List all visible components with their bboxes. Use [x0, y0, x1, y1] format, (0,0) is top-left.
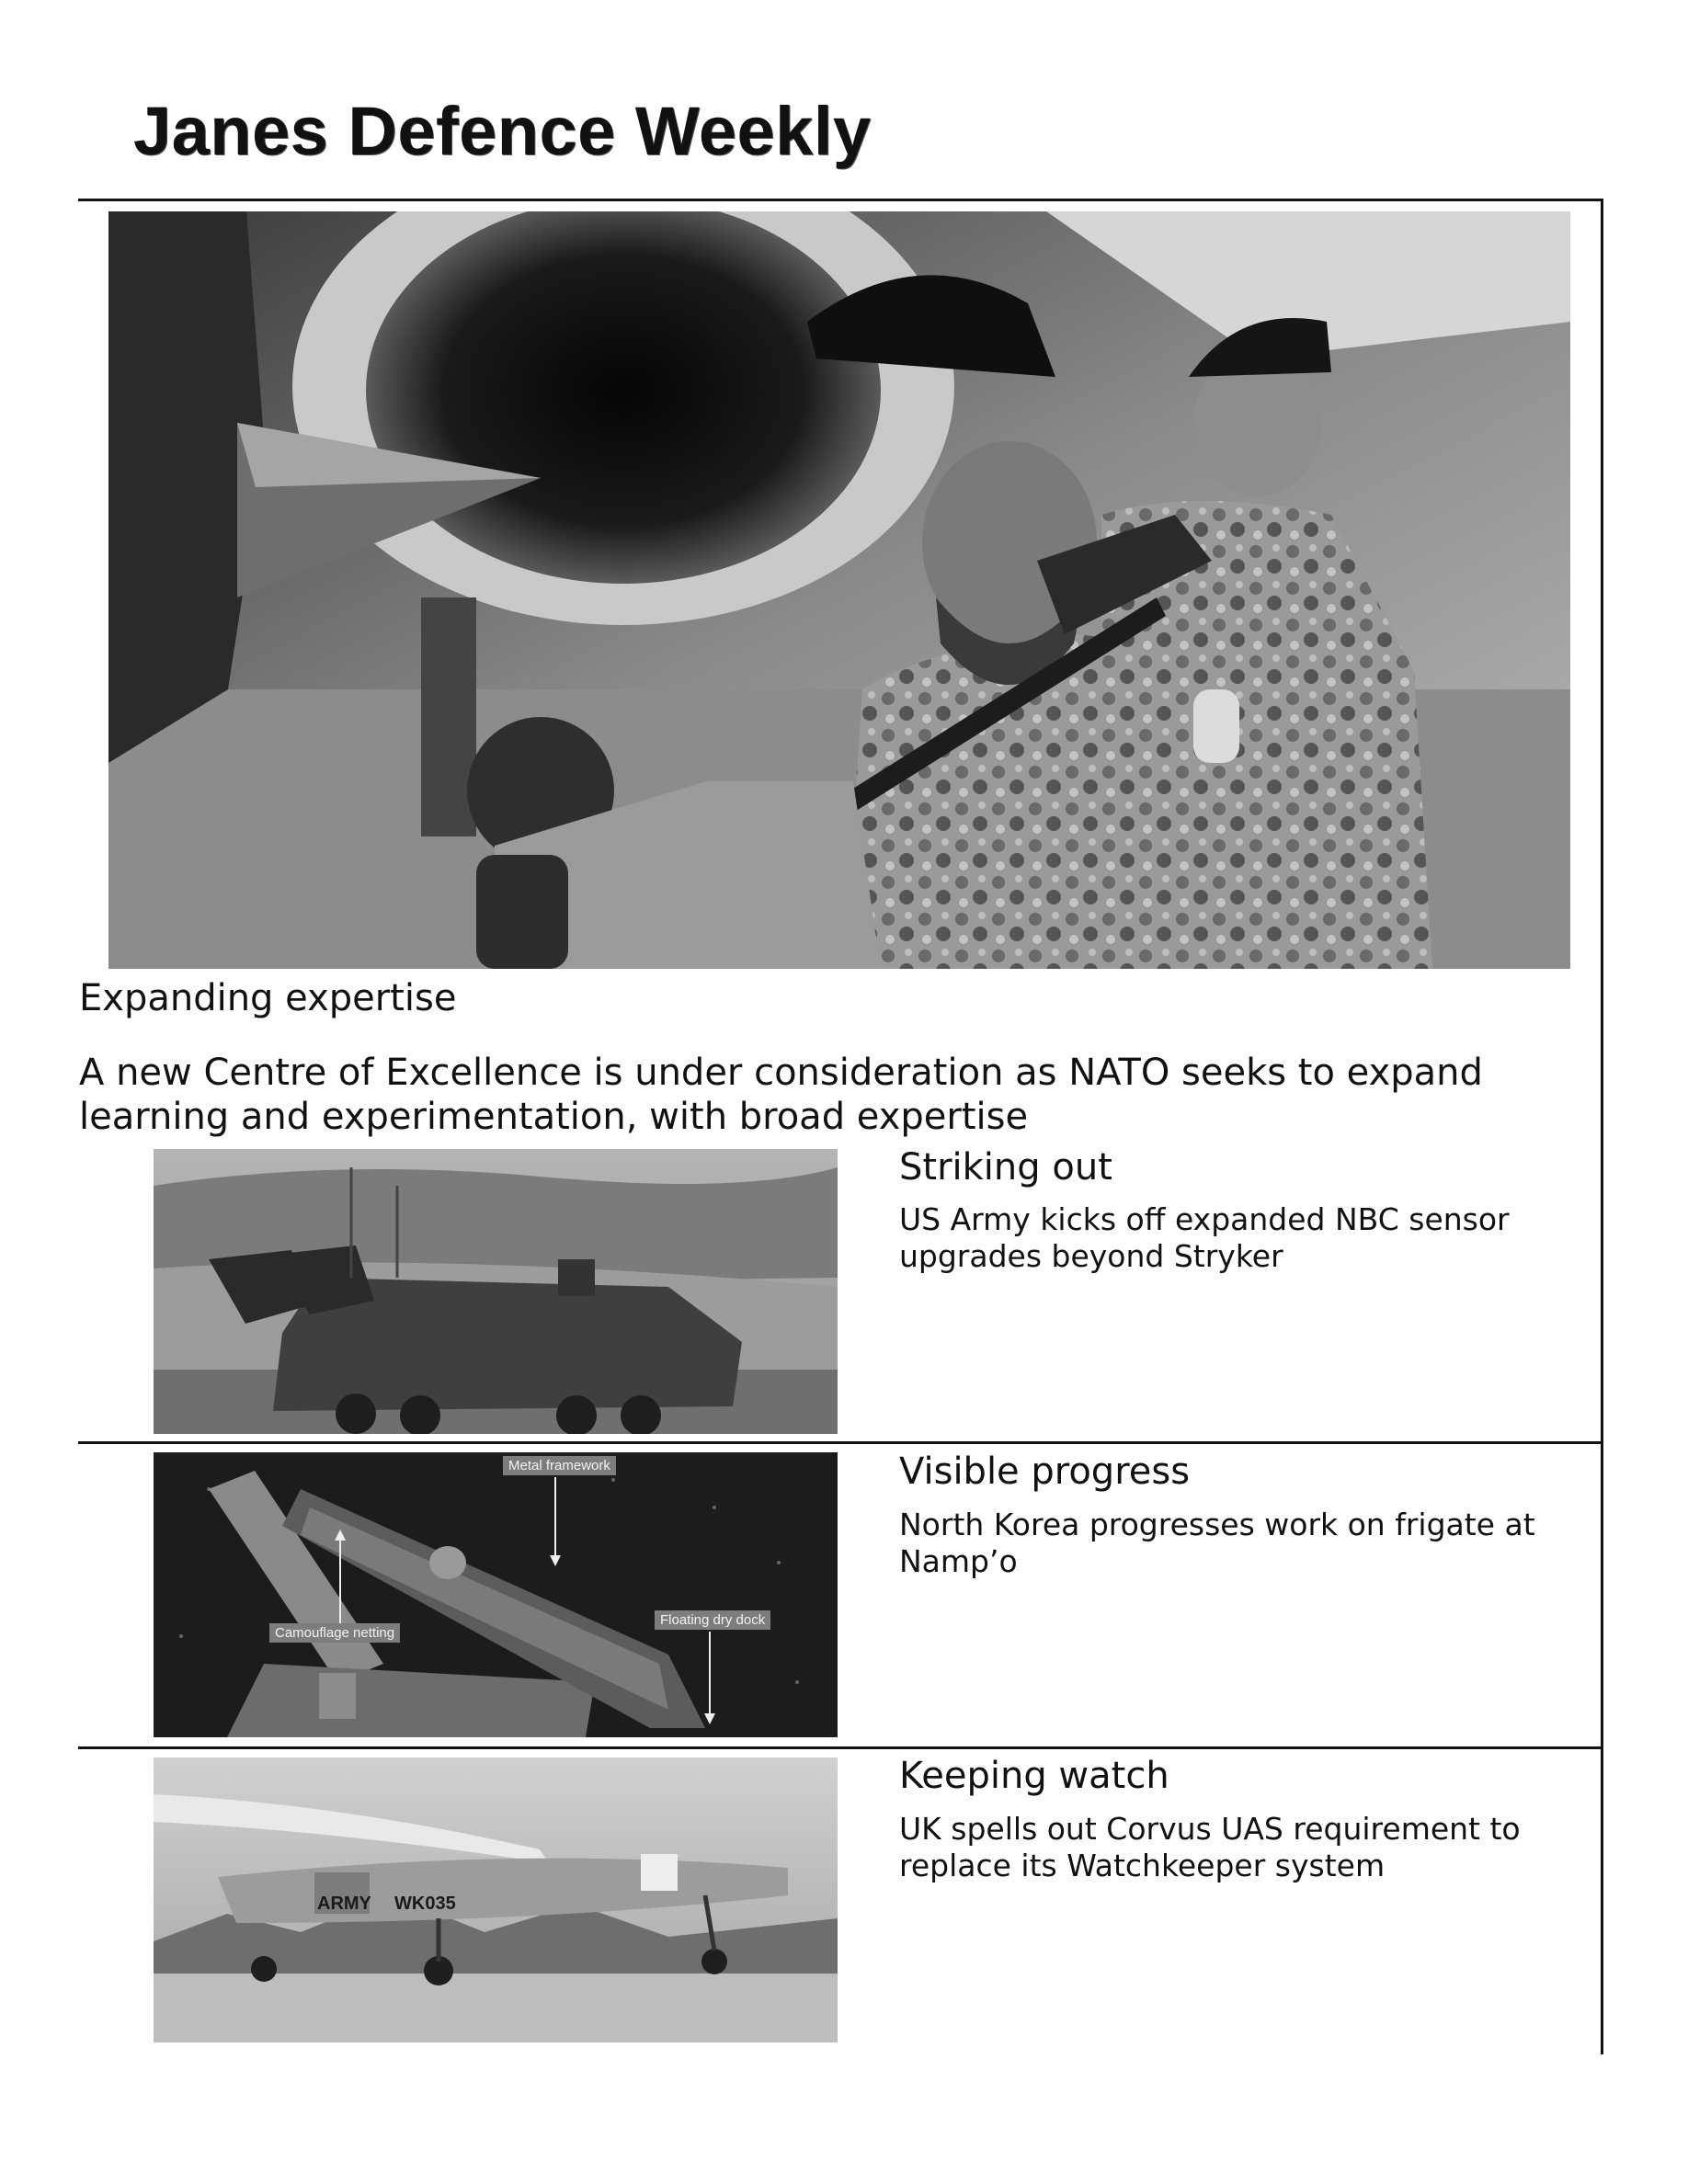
uav-serial-marking: WK035: [394, 1894, 456, 1914]
story-2-image[interactable]: [154, 1452, 838, 1737]
story-1-headline[interactable]: Striking out: [899, 1146, 1112, 1189]
uav-army-marking: ARMY: [317, 1894, 371, 1914]
story-3-headline[interactable]: Keeping watch: [899, 1755, 1169, 1797]
soldiers-inspecting-aircraft-photo: [108, 211, 1570, 969]
story-2-headline[interactable]: Visible progress: [899, 1450, 1191, 1493]
callout-metal-framework: Metal framework: [503, 1456, 616, 1475]
story-divider: [78, 1746, 1603, 1749]
story-divider: [78, 1441, 1603, 1444]
lead-summary: A new Centre of Excellence is under consideration as NATO seeks to expand learning and experimentation, with broad expertise: [79, 1052, 1483, 1138]
story-1-image[interactable]: [154, 1149, 838, 1434]
column-rule: [1601, 200, 1603, 2054]
satellite-dry-dock-photo: [154, 1452, 838, 1737]
story-2-summary: North Korea progresses work on frigate at Namp’o: [899, 1507, 1535, 1579]
story-3-image[interactable]: [154, 1757, 838, 2042]
masthead-rule: [78, 199, 1603, 201]
story-1-summary: US Army kicks off expanded NBC sensor upgrades beyond Stryker: [899, 1201, 1510, 1274]
callout-floating-dry-dock: Floating dry dock: [655, 1610, 770, 1630]
stryker-armoured-vehicle-photo: [154, 1149, 838, 1434]
watchkeeper-uav-photo: [154, 1757, 838, 2042]
masthead-title: Janes Defence Weekly: [133, 93, 872, 169]
story-3-summary: UK spells out Corvus UAS requirement to replace its Watchkeeper system: [899, 1811, 1521, 1883]
lead-headline[interactable]: Expanding expertise: [79, 977, 457, 1019]
lead-image[interactable]: [108, 211, 1570, 969]
callout-camouflage-netting: Camouflage netting: [269, 1623, 400, 1643]
